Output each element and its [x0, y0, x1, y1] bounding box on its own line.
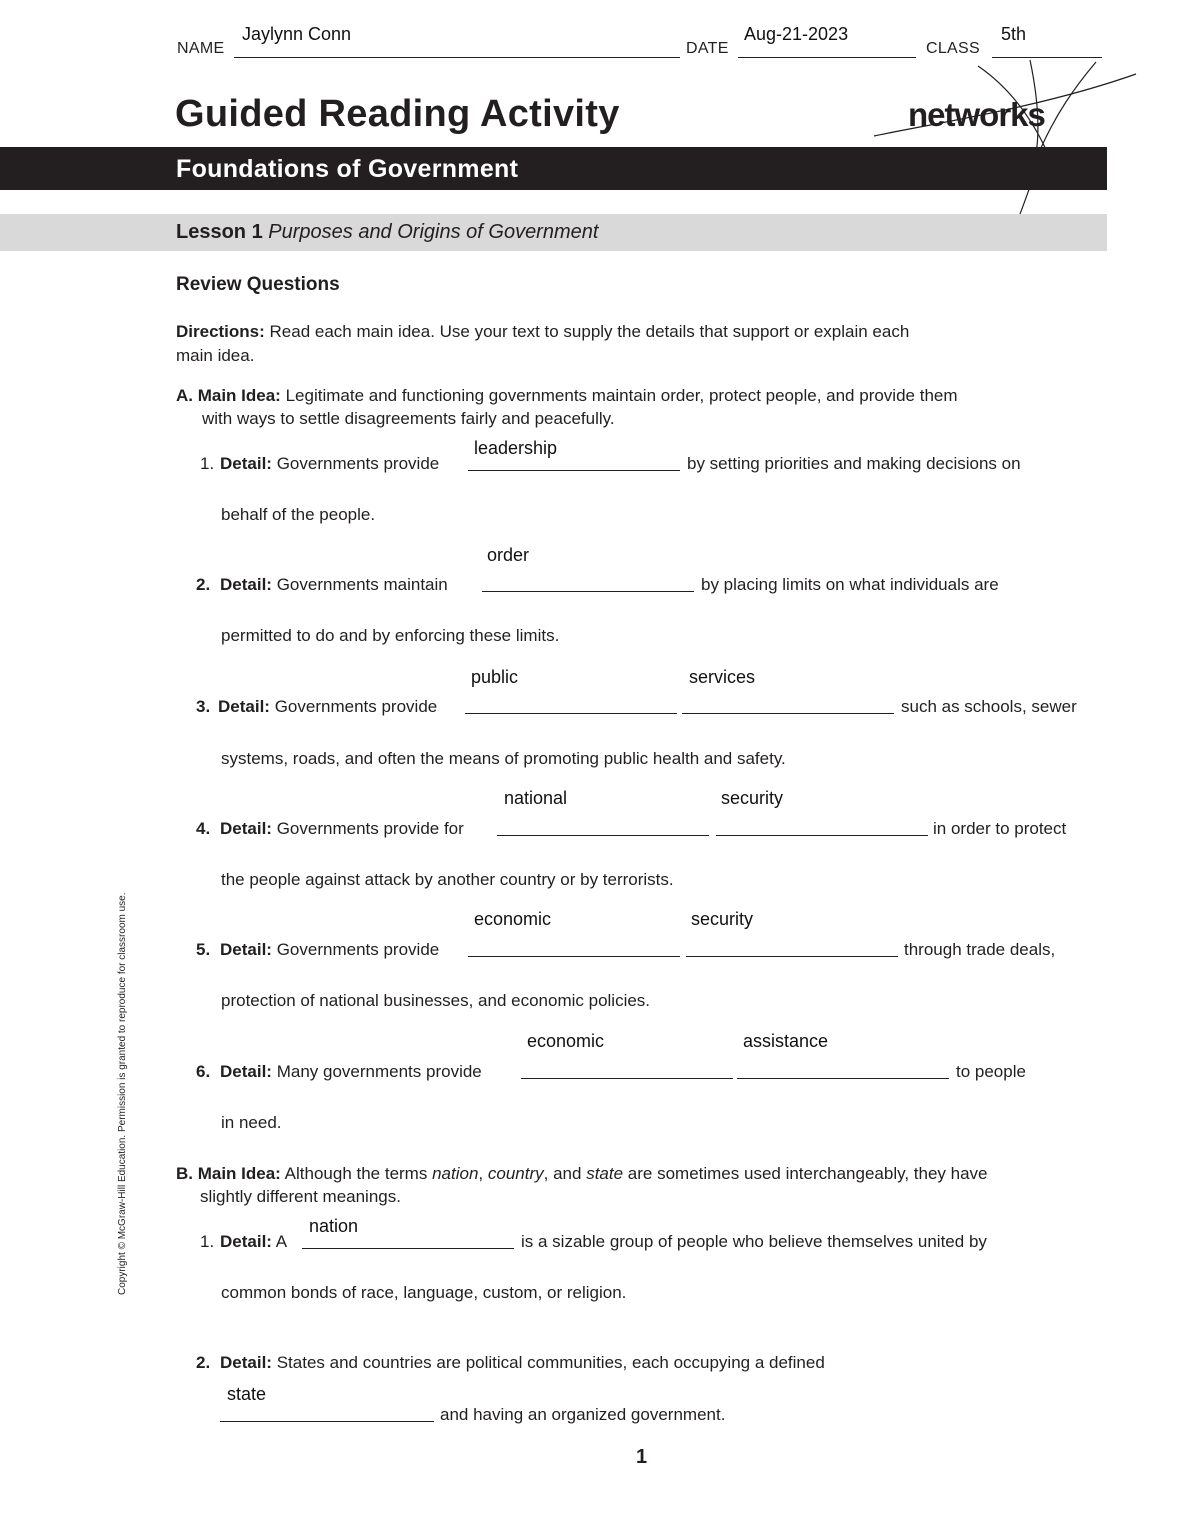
page-number: 1 [636, 1446, 648, 1468]
detail-a2-after: by placing limits on what individuals are [701, 575, 999, 594]
detail-a4-after: in order to protect [933, 819, 1067, 838]
date-field[interactable]: Aug-21-2023 [744, 24, 849, 44]
name-line [234, 57, 680, 58]
logo-text-suffix: rks [998, 96, 1045, 133]
detail-a5-after: through trade deals, [904, 940, 1056, 959]
detail-a3-num: 3. [196, 697, 211, 716]
networks-logo [908, 96, 1045, 134]
blank-a1 [468, 470, 680, 471]
blank-b2 [220, 1421, 434, 1422]
blank-a6-1 [521, 1078, 733, 1079]
detail-a3-after: such as schools, sewer [901, 697, 1077, 716]
detail-a1-num: 1. [200, 454, 215, 473]
unit-band [0, 147, 1107, 190]
main-idea-a-text: Legitimate and functioning governments maintain order, protect people, and provide them [285, 386, 958, 405]
blank-a3-2 [682, 713, 894, 714]
name-field[interactable]: Jaylynn Conn [242, 24, 352, 44]
detail-b2-before: Detail: States and countries are political communities, each occupying a defined [220, 1353, 825, 1372]
detail-a5-num: 5. [196, 940, 211, 959]
logo-text-prefix: netw [908, 96, 980, 133]
detail-a1-after: by setting priorities and making decisions on [687, 454, 1021, 473]
answer-a3-2[interactable]: services [689, 667, 756, 687]
detail-a3-cont: systems, roads, and often the means of promoting public health and safety. [221, 749, 786, 768]
detail-a5-before: Detail: Governments provide [220, 940, 440, 959]
date-label: DATE [686, 40, 729, 57]
lesson-name: Purposes and Origins of Government [268, 221, 599, 243]
lesson-heading [176, 221, 598, 244]
main-idea-b-line-2: slightly different meanings. [200, 1187, 401, 1206]
answer-a4-2[interactable]: security [721, 788, 784, 808]
detail-a2-num: 2. [196, 575, 211, 594]
answer-b1[interactable]: nation [309, 1216, 359, 1236]
blank-a6-2 [737, 1078, 949, 1079]
detail-b2-after: and having an organized government. [440, 1405, 726, 1424]
detail-a1-before: Detail: Governments provide [220, 454, 440, 473]
detail-a2-cont: permitted to do and by enforcing these limits. [221, 626, 560, 645]
blank-a4-1 [497, 835, 709, 836]
answer-a6-2[interactable]: assistance [743, 1031, 829, 1051]
blank-a2 [482, 591, 694, 592]
copyright-notice: Copyright © McGraw-Hill Education. Permission is granted to reproduce for classroom use. [117, 892, 128, 1295]
detail-a2-before: Detail: Governments maintain [220, 575, 448, 594]
answer-a6-1[interactable]: economic [527, 1031, 605, 1051]
answer-a5-1[interactable]: economic [474, 909, 552, 929]
detail-b1-after: is a sizable group of people who believe themselves united by [521, 1232, 987, 1251]
class-label: CLASS [926, 40, 980, 57]
detail-a5-cont: protection of national businesses, and economic policies. [221, 991, 651, 1010]
detail-a4-cont: the people against attack by another country or by terrorists. [221, 870, 674, 889]
directions-line-2: main idea. [176, 346, 255, 365]
detail-a6-after: to people [956, 1062, 1026, 1081]
detail-a6-num: 6. [196, 1062, 211, 1081]
blank-a5-2 [686, 956, 898, 957]
answer-a1[interactable]: leadership [474, 438, 558, 458]
blank-a5-1 [468, 956, 680, 957]
blank-a4-2 [716, 835, 928, 836]
answer-a3-1[interactable]: public [471, 667, 519, 687]
detail-a4-num: 4. [196, 819, 211, 838]
answer-a2[interactable]: order [487, 545, 530, 565]
answer-b2[interactable]: state [227, 1384, 267, 1404]
blank-b1 [302, 1248, 514, 1249]
main-idea-a-line-2: with ways to settle disagreements fairly and peacefully. [202, 409, 615, 428]
main-idea-b-label: B. Main Idea: [176, 1164, 281, 1183]
directions-text: Read each main idea. Use your text to supply the details that support or explain each [269, 322, 910, 341]
detail-b2-num: 2. [196, 1353, 211, 1372]
answer-a5-2[interactable]: security [691, 909, 754, 929]
section-heading: Review Questions [176, 274, 340, 295]
detail-a3-before: Detail: Governments provide [218, 697, 438, 716]
directions-label: Directions: [176, 322, 265, 341]
detail-a6-cont: in need. [221, 1113, 282, 1132]
name-label: NAME [177, 40, 225, 57]
class-field[interactable]: 5th [1001, 24, 1027, 44]
main-idea-a-label: A. Main Idea: [176, 386, 281, 405]
answer-a4-1[interactable]: national [504, 788, 568, 808]
detail-b1-num: 1. [200, 1232, 215, 1251]
directions-line-1 [176, 321, 909, 344]
logo-text-o: o [979, 96, 999, 133]
detail-a1-cont: behalf of the people. [221, 505, 376, 524]
detail-a4-before: Detail: Governments provide for [220, 819, 464, 838]
lesson-number: Lesson 1 [176, 221, 263, 243]
main-idea-a-line-1 [176, 385, 958, 408]
detail-b1-cont: common bonds of race, language, custom, or religion. [221, 1283, 627, 1302]
main-idea-b-line-1: B. Main Idea: Although the terms nation, country, and state are sometimes used interchangeably, they have [176, 1164, 988, 1183]
blank-a3-1 [465, 713, 677, 714]
detail-b1-before: Detail: A [220, 1232, 288, 1251]
unit-title: Foundations of Government [176, 155, 519, 183]
logo-swoosh-icon [860, 58, 1150, 218]
detail-a6-before: Detail: Many governments provide [220, 1062, 482, 1081]
page-title: Guided Reading Activity [175, 93, 620, 135]
